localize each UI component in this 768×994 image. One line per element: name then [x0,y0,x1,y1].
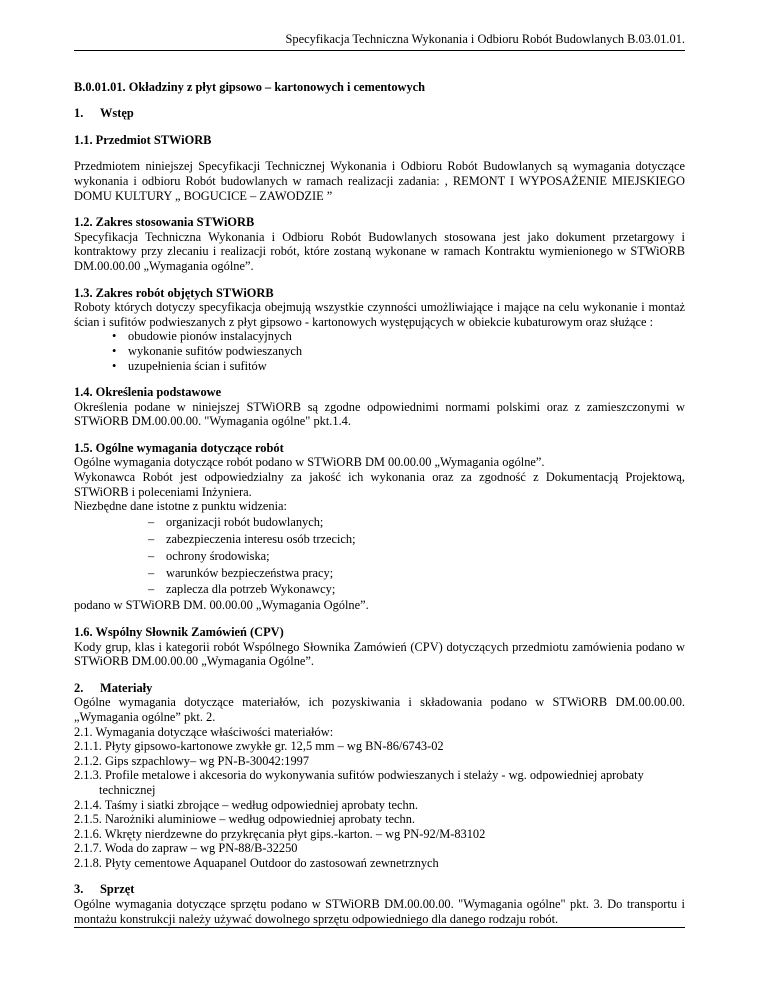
section-2-heading [74,681,685,696]
section-1-4-text: Określenia podane w niniejszej STWiORB są zgodne odpowiednimi normami polskimi oraz z zamieszczonymi w STWiORB DM.00.00.00. "Wymagania ogólne" pkt.1.4. [74,399,685,429]
list-item: – ochrony środowiska; [74,548,685,565]
section-1-5-list [74,514,685,599]
footer-rule [74,927,685,928]
section-1-3-text: Roboty których dotyczy specyfikacja obejmują wszystkie czynności umożliwiające i mające na celu wykonanie i montaż ścian i sufitów podwieszanych z płyt gipsowo - kartonowych występujących w obiekcie kubaturowym oraz służące : [74,300,685,329]
section-1-3-heading: 1.3. Zakres robót objętych STWiORB [74,285,274,300]
section-title: Wstęp [100,106,134,121]
material-line: 2.1. Wymagania dotyczące właściwości materiałów: [74,724,334,739]
section-1-1-heading: 1.1. Przedmiot STWiORB [74,132,212,147]
section-number: 1. [74,106,84,121]
list-item: – zabezpieczenia interesu osób trzecich; [74,531,685,548]
list-item: • obudowie pionów instalacyjnych [74,329,685,344]
material-line: 2.1.6. Wkręty nierdzewne do przykręcania płyt gips.-karton. – wg PN-92/M-83102 [74,826,486,841]
section-title: Sprzęt [100,882,135,897]
section-1-6-heading: 1.6. Wspólny Słownik Zamówień (CPV) [74,624,284,639]
document-title: B.0.01.01. Okładziny z płyt gipsowo – kartonowych i cementowych [74,79,426,94]
section-1-1-text: Przedmiotem niniejszej Specyfikacji Technicznej Wykonania i Odbioru Robót Budowlanych są wymagania dotyczące wykonania i odbioru Robót budowlanych w ramach realizacji zadania: , REMONT I WYPOSAŻENIE MIEJSKIEGO DOMU KULTURY „ BOGUCICE – ZAWODZIE ” [74,159,685,203]
section-1-5-line-1: Ogólne wymagania dotyczące robót podano w STWiORB DM 00.00.00 „Wymagania ogólne”. [74,455,545,470]
material-line: 2.1.2. Gips szpachlowy– wg PN-B-30042:1997 [74,753,310,768]
material-line: 2.1.5. Narożniki aluminiowe – według odpowiedniej aprobaty techn. [74,812,416,827]
material-line: 2.1.3. Profile metalowe i akcesoria do wykonywania sufitów podwieszanych i stelaży - wg. odpowiedniej aprobaty technicznej [74,768,644,797]
list-item: – organizacji robót budowlanych; [74,514,685,531]
section-3-text: Ogólne wymagania dotyczące sprzętu podano w STWiORB DM.00.00.00. "Wymagania ogólne" pkt. 3. Do transportu i montażu konstrukcji należy używać dowolnego sprzętu odpowiedniego dla danego rodzaju robót. [74,897,685,926]
material-line: 2.1.8. Płyty cementowe Aquapanel Outdoor do zastosowań zewnetrznych [74,855,439,870]
section-2-text: Ogólne wymagania dotyczące materiałów, ich pozyskiwania i składowania podano w STWiORB DM.00.00.00. „Wymagania ogólne” pkt. 2. [74,695,685,724]
list-item: – warunków bezpieczeństwa pracy; [74,565,685,582]
section-1-5-line-4: podano w STWiORB DM. 00.00.00 „Wymagania Ogólne”. [74,598,369,613]
material-line: 2.1.4. Taśmy i siatki zbrojące – według odpowiedniej aprobaty techn. [74,797,419,812]
section-1-6-text: Kody grup, klas i kategorii robót Wspólnego Słownika Zamówień (CPV) dotyczących przedmiotu zamówienia podano w STWiORB DM.00.00.00 „Wymagania Ogólne”. [74,639,685,669]
section-number: 3. [74,882,84,897]
document-page [74,32,685,928]
material-line: 2.1.1. Płyty gipsowo-kartonowe zwykłe gr. 12,5 mm – wg BN-86/6743-02 [74,739,444,754]
section-1-4-heading: 1.4. Określenia podstawowe [74,385,222,400]
page-header: Specyfikacja Techniczna Wykonania i Odbioru Robót Budowlanych B.03.01.01. [74,32,685,51]
section-1-heading [74,106,685,121]
section-1-5-heading: 1.5. Ogólne wymagania dotyczące robót [74,440,284,455]
section-1-3-list [74,329,685,373]
material-line: 2.1.7. Woda do zapraw – wg PN-88/B-32250 [74,841,298,856]
section-1-2-heading: 1.2. Zakres stosowania STWiORB [74,215,255,230]
section-1-5-line-2: Wykonawca Robót jest odpowiedzialny za jakość ich wykonania oraz za zgodność z Dokumentacją Projektową, STWiORB i poleceniami Inżyniera. [74,470,685,499]
list-item: • uzupełnienia ścian i sufitów [74,359,685,374]
section-1-2-text: Specyfikacja Techniczna Wykonania i Odbioru Robót Budowlanych stosowana jest jako dokument przetargowy i kontraktowy przy zlecaniu i realizacji robót, które zostaną wykonane w ramach Kontraktu wymienionego w STWiORB DM.00.00.00 „Wymagania ogólne”. [74,229,685,273]
section-title: Materiały [100,680,153,695]
section-number: 2. [74,680,84,695]
section-1-5-line-3: Niezbędne dane istotne z punktu widzenia: [74,499,287,514]
list-item: • wykonanie sufitów podwieszanych [74,344,685,359]
section-3-heading [74,882,685,897]
list-item: – zaplecza dla potrzeb Wykonawcy; [74,581,685,598]
